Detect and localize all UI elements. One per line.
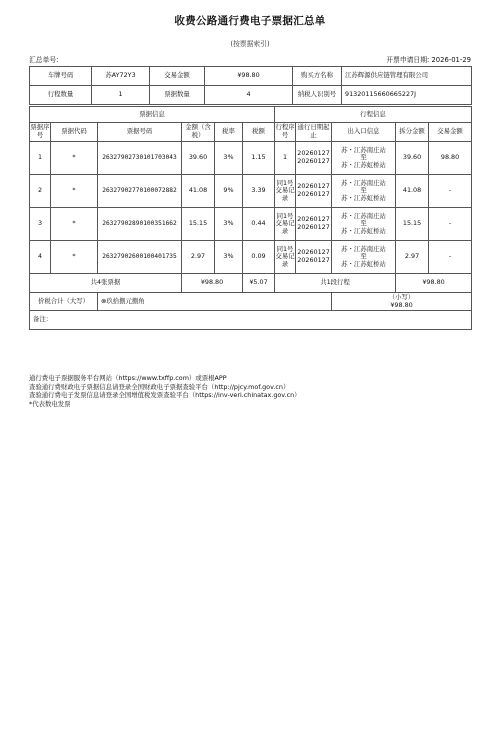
entry-station: 苏・江苏南庄站 [341, 145, 386, 154]
date-start: 20260127 [297, 215, 330, 224]
ticket-table [29, 106, 472, 330]
row-split: 2.97 [396, 241, 429, 274]
section-header-row [30, 107, 472, 123]
date-start: 20260127 [297, 182, 330, 191]
taxid-label: 纳税人识别号 [293, 86, 342, 105]
footer-line-1: 通行费电子票据服务平台网站（https://www.txffp.com）或票根APP [29, 374, 227, 382]
sum-trip-amount: ¥98.80 [396, 274, 472, 293]
row-trade: 98.80 [429, 142, 472, 175]
amount-value: ¥98.80 [205, 67, 293, 86]
row-code: * [51, 142, 98, 175]
row-rate: 3% [215, 208, 243, 241]
total-row [30, 293, 472, 311]
row-tax: 3.39 [243, 175, 275, 208]
row-trade: - [429, 175, 472, 208]
row-trip-seq: 同1号交易记录 [275, 175, 296, 208]
row-date [296, 142, 332, 175]
taxid-value: 91320115660665227J [342, 86, 472, 105]
row-entry-exit [332, 142, 396, 175]
row-rate: 3% [215, 142, 243, 175]
entry-station: 苏・江苏南庄站 [341, 178, 386, 187]
row-trade: - [429, 208, 472, 241]
row-number: 26327902600100401735 [98, 241, 182, 274]
table-row [30, 241, 472, 274]
row-number: 26327902890100351662 [98, 208, 182, 241]
row-amount: 2.97 [182, 241, 215, 274]
ticket-count-value: 4 [205, 86, 293, 105]
col-split: 拆分金额 [396, 123, 429, 142]
info-row-2 [30, 86, 472, 105]
exit-station: 苏・江苏虹桥站 [341, 259, 386, 268]
row-trip-seq: 同1号交易记录 [275, 241, 296, 274]
plate-label: 车牌号码 [30, 67, 92, 86]
remark-label: 备注： [30, 311, 472, 330]
footer-line-2: 查验通行费财政电子票据信息请登录全国财政电子票据查验平台（http://pjcy.mof.gov.cn） [29, 382, 290, 391]
col-code: 票据代码 [51, 123, 98, 142]
row-seq: 2 [30, 175, 51, 208]
date-end: 20260127 [297, 256, 330, 264]
to-text: 至 [360, 153, 367, 162]
row-code: * [51, 208, 98, 241]
row-entry-exit [332, 241, 396, 274]
table-row [30, 142, 472, 175]
sum-tax: ¥5.07 [243, 274, 275, 293]
remark-row [30, 311, 472, 330]
trip-count-value: 1 [92, 86, 150, 105]
row-number: 26327902770100072882 [98, 175, 182, 208]
row-code: * [51, 241, 98, 274]
col-trade: 交易金额 [429, 123, 472, 142]
row-seq: 1 [30, 142, 51, 175]
footer-notes [29, 374, 479, 408]
row-rate: 9% [215, 175, 243, 208]
to-text: 至 [360, 219, 367, 228]
sum-trips: 共1段行程 [275, 274, 396, 293]
total-small: ¥98.80 [390, 300, 413, 309]
buyer-label: 购买方名称 [293, 67, 342, 86]
row-amount: 39.60 [182, 142, 215, 175]
document-subtitle: (按票据索引) [230, 40, 270, 48]
apply-date-value: 2026-01-29 [431, 56, 471, 64]
date-end: 20260127 [297, 223, 330, 231]
date-end: 20260127 [297, 190, 330, 198]
total-label: 价税合计（大写） [30, 293, 98, 311]
table-row [30, 208, 472, 241]
row-code: * [51, 175, 98, 208]
row-trade: - [429, 241, 472, 274]
sum-tickets: 共4张票据 [30, 274, 182, 293]
vehicle-info-table [29, 66, 472, 105]
row-amount: 15.15 [182, 208, 215, 241]
col-trip-seq: 行程序号 [275, 123, 296, 142]
apply-date-label: 开票申请日期: [386, 56, 430, 64]
ticket-info-header: 票据信息 [30, 107, 275, 123]
sum-amount: ¥98.80 [182, 274, 243, 293]
row-number: 26327902730101703043 [98, 142, 182, 175]
col-seq: 票据序号 [30, 123, 51, 142]
to-text: 至 [360, 252, 367, 261]
footer-line-3: 查验通行费电子发票信息请登录全国增值税发票查验平台（https://inv-veri.chinatax.gov.cn） [29, 391, 301, 400]
total-small-label: （小写） [388, 292, 415, 301]
row-split: 39.60 [396, 142, 429, 175]
col-rate: 税率 [215, 123, 243, 142]
table-row [30, 175, 472, 208]
row-tax: 0.44 [243, 208, 275, 241]
date-start: 20260127 [297, 149, 330, 158]
row-date [296, 241, 332, 274]
row-amount: 41.08 [182, 175, 215, 208]
column-header-row [30, 123, 472, 142]
exit-station: 苏・江苏虹桥站 [341, 226, 386, 235]
row-trip-seq: 1 [275, 142, 296, 175]
col-tax: 税额 [243, 123, 275, 142]
entry-station: 苏・江苏南庄站 [341, 211, 386, 220]
col-amount: 金额（含税） [182, 123, 215, 142]
buyer-value: 江苏辉源供应链管理有限公司 [342, 67, 472, 86]
col-entry-exit: 出入口信息 [332, 123, 396, 142]
ticket-count-label: 票据数量 [150, 86, 205, 105]
row-tax: 1.15 [243, 142, 275, 175]
row-entry-exit [332, 208, 396, 241]
to-text: 至 [360, 186, 367, 195]
total-small-cell [332, 293, 472, 311]
row-split: 15.15 [396, 208, 429, 241]
row-seq: 4 [30, 241, 51, 274]
amount-label: 交易金额 [150, 67, 205, 86]
date-end: 20260127 [297, 157, 330, 165]
summary-row [30, 274, 472, 293]
info-row-1 [30, 67, 472, 86]
row-rate: 3% [215, 241, 243, 274]
row-entry-exit [332, 175, 396, 208]
row-date [296, 208, 332, 241]
entry-station: 苏・江苏南庄站 [341, 244, 386, 253]
exit-station: 苏・江苏虹桥站 [341, 193, 386, 202]
row-split: 41.08 [396, 175, 429, 208]
apply-date [386, 54, 471, 64]
total-upper: ⊗玖拾捌元捌角 [98, 293, 332, 311]
row-date [296, 175, 332, 208]
document-title: 收费公路通行费电子票据汇总单 [174, 15, 326, 27]
date-start: 20260127 [297, 248, 330, 257]
exit-station: 苏・江苏虹桥站 [341, 160, 386, 169]
row-tax: 0.09 [243, 241, 275, 274]
row-seq: 3 [30, 208, 51, 241]
col-number: 票据号码 [98, 123, 182, 142]
trip-info-header: 行程信息 [275, 107, 472, 123]
summary-number-label: 汇总单号: [29, 56, 59, 64]
col-date: 通行日期起止 [296, 123, 332, 142]
footer-line-4: *代表数电发票 [29, 399, 71, 408]
trip-count-label: 行程数量 [30, 86, 92, 105]
plate-value: 苏AY72Y3 [92, 67, 150, 86]
row-trip-seq: 同1号交易记录 [275, 208, 296, 241]
